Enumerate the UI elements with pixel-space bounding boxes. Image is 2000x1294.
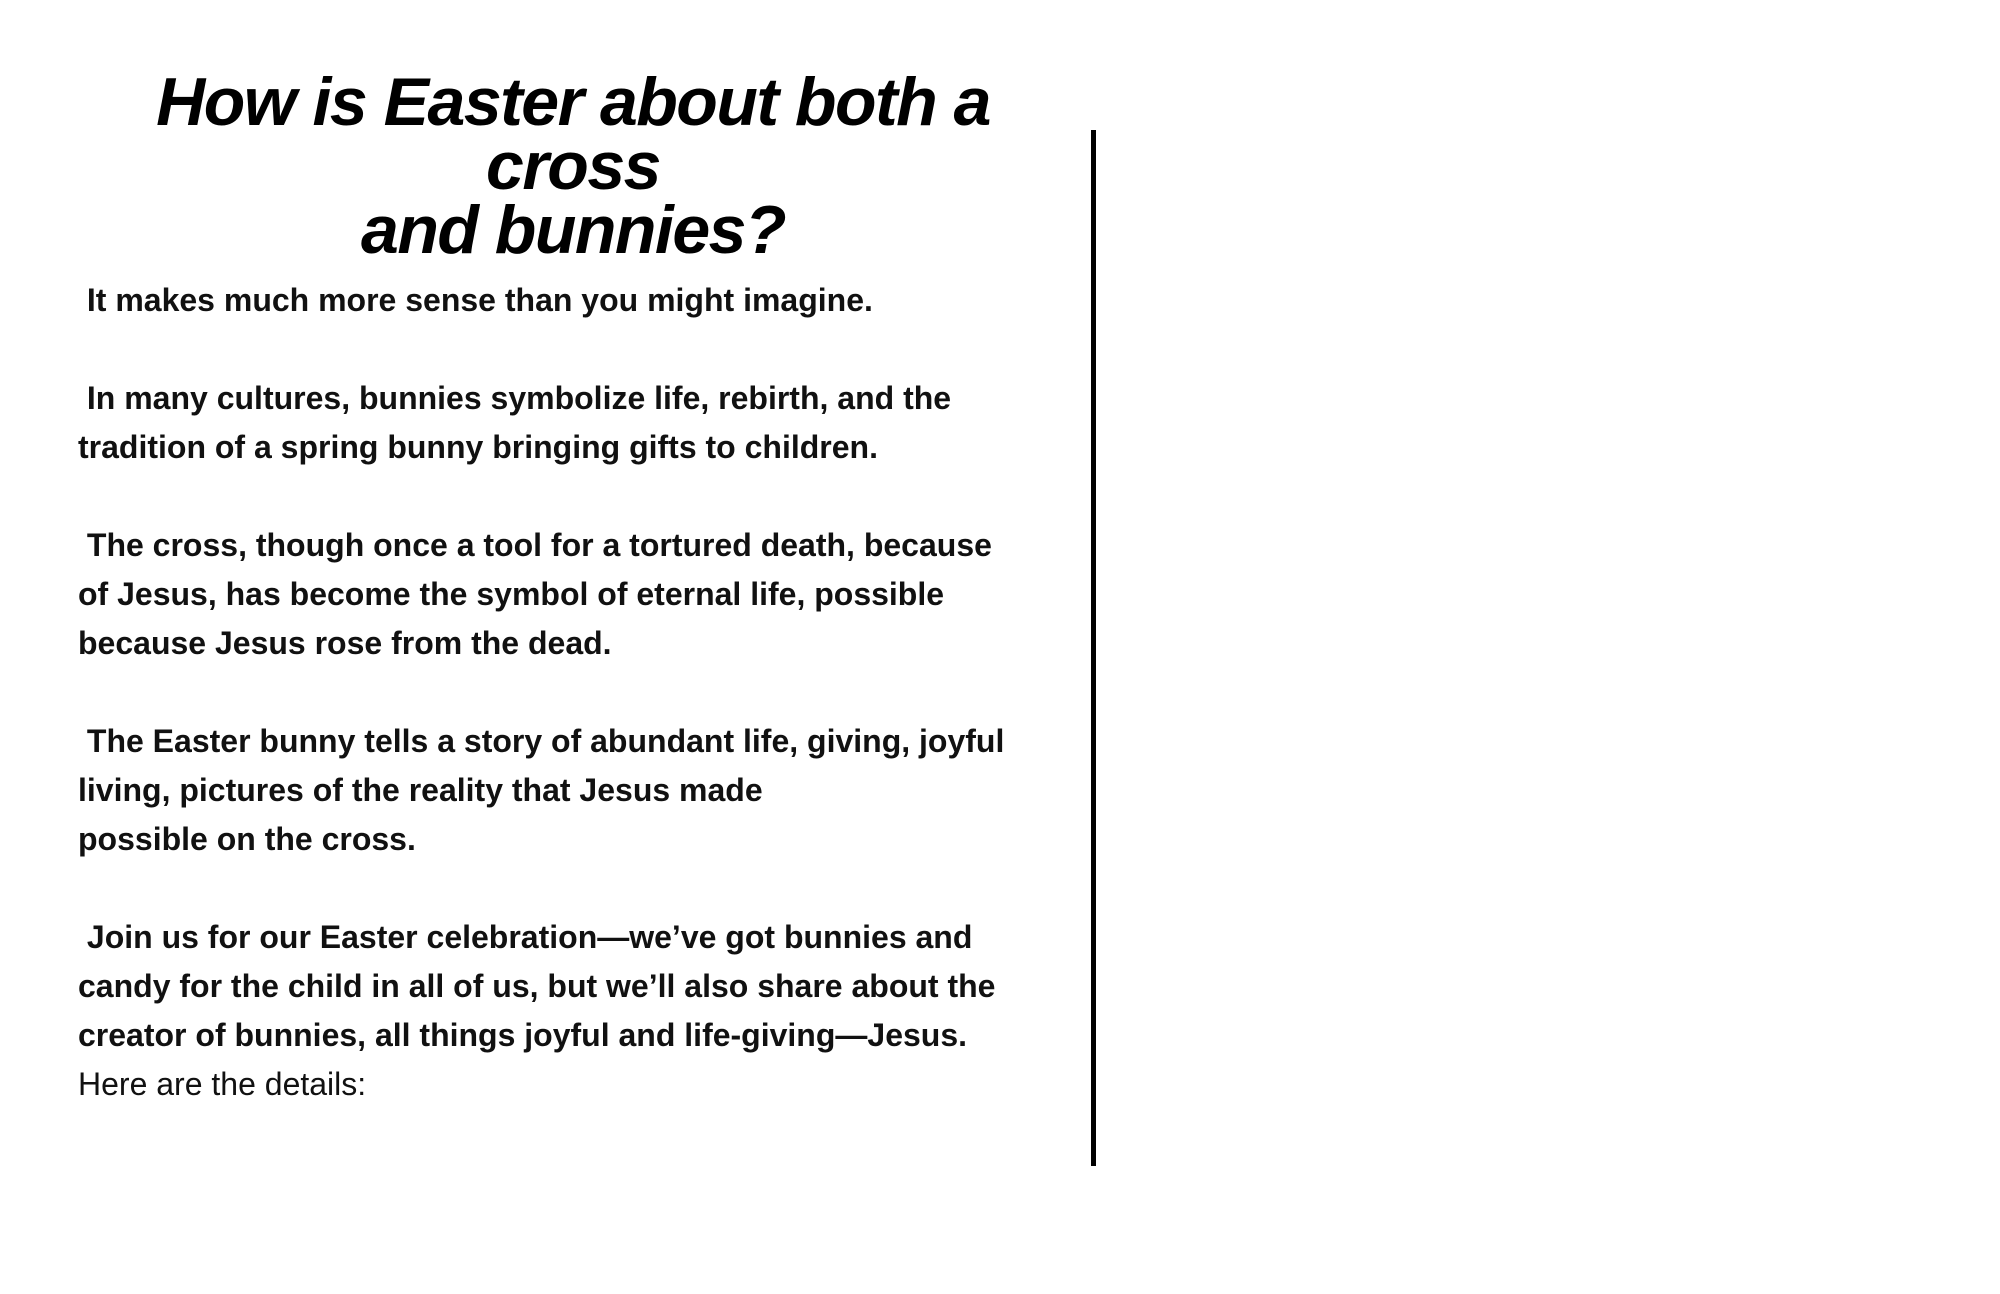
paragraph-line: of Jesus, has become the symbol of eternal life, possible bbox=[78, 576, 945, 612]
title-line-1: How is Easter about both a cross bbox=[156, 64, 990, 204]
paragraph-line: because Jesus rose from the dead. bbox=[78, 625, 612, 661]
body-text bbox=[78, 276, 1068, 1109]
paragraph-bunnies bbox=[78, 374, 1068, 472]
title-line-2: and bunnies? bbox=[361, 192, 785, 268]
page-title bbox=[78, 64, 1068, 268]
details-label: Here are the details: bbox=[78, 1066, 367, 1102]
paragraph-line: possible on the cross. bbox=[78, 821, 416, 857]
paragraph-line: Join us for our Easter celebration—we’ve got bunnies and bbox=[78, 919, 973, 955]
paragraph-easter-bunny bbox=[78, 717, 1068, 864]
paragraph-line: The Easter bunny tells a story of abundant life, giving, joyful bbox=[78, 723, 1005, 759]
paragraph-line: In many cultures, bunnies symbolize life, rebirth, and the bbox=[78, 380, 952, 416]
paragraph-cross bbox=[78, 521, 1068, 668]
paragraph-line: The cross, though once a tool for a tortured death, because bbox=[78, 527, 992, 563]
left-panel bbox=[78, 64, 1068, 1109]
paragraph-intro bbox=[78, 276, 1068, 325]
paragraph-line: living, pictures of the reality that Jesus made bbox=[78, 772, 763, 808]
paragraph-line: creator of bunnies, all things joyful and life-giving—Jesus. bbox=[78, 1017, 968, 1053]
paragraph-line: tradition of a spring bunny bringing gifts to children. bbox=[78, 429, 878, 465]
vertical-divider bbox=[1091, 130, 1096, 1166]
paragraph-line: It makes much more sense than you might imagine. bbox=[78, 282, 873, 318]
paragraph-invitation bbox=[78, 913, 1068, 1109]
paragraph-line: candy for the child in all of us, but we’ll also share about the bbox=[78, 968, 996, 1004]
